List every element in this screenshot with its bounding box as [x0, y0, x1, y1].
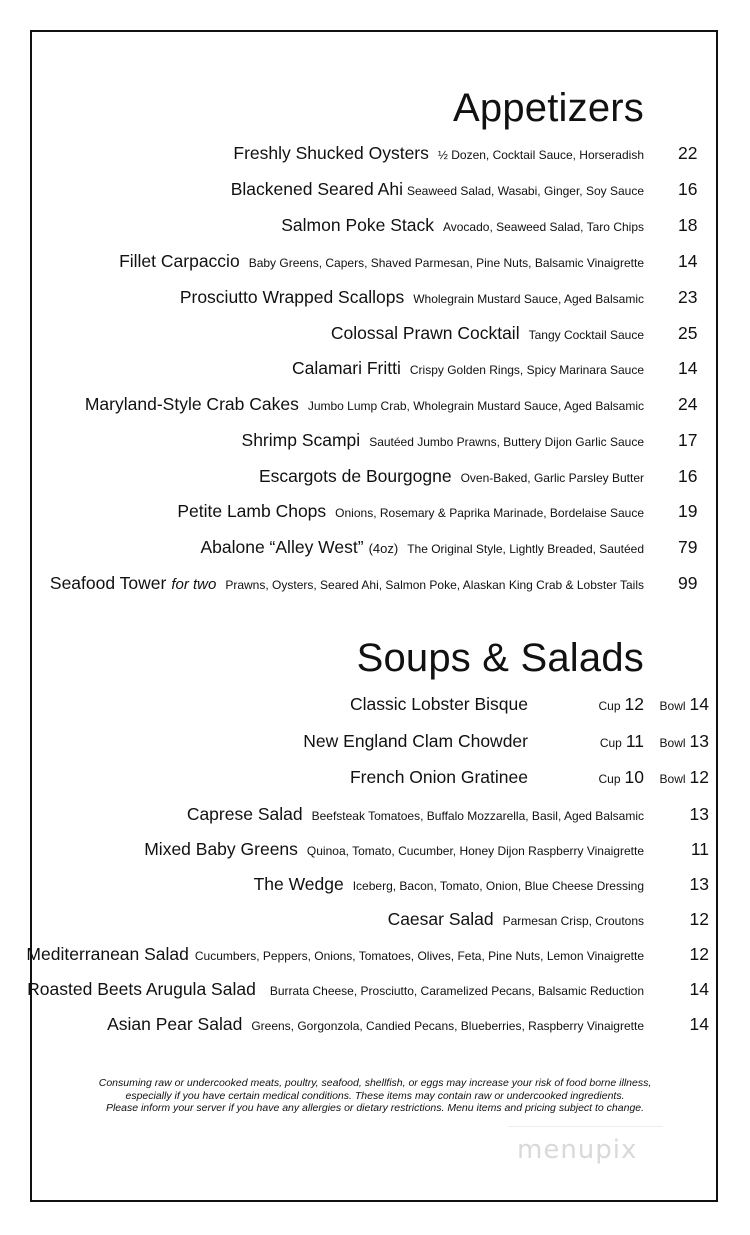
disclaimer-line: especially if you have certain medical conditions. These items may contain raw or undercooked ingredients. [125, 1089, 625, 1102]
item-description: Avocado, Seaweed Salad, Taro Chips [442, 220, 644, 234]
menu-item [281, 215, 644, 236]
menu-item [242, 430, 644, 451]
appetizers-title: Appetizers [453, 86, 644, 130]
menu-item [200, 537, 644, 558]
item-price: 99 [678, 573, 698, 593]
bowl-price [660, 731, 709, 752]
menu-item [107, 1014, 644, 1035]
item-name: Calamari Fritti [291, 358, 401, 378]
item-description: Parmesan Crisp, Croutons [502, 914, 644, 928]
item-description: Quinoa, Tomato, Cucumber, Honey Dijon Raspberry Vinaigrette [306, 844, 644, 858]
menu-item [388, 909, 644, 930]
item-price: 14 [689, 1014, 709, 1034]
menupix-watermark: menupix [517, 1135, 638, 1165]
menu-item [331, 323, 644, 344]
item-price: 18 [678, 215, 698, 235]
cup-price [599, 694, 644, 715]
item-price: 12 [689, 909, 709, 929]
soup-name: French Onion Gratinee [349, 767, 528, 787]
item-name: Prosciutto Wrapped Scallops [179, 287, 405, 307]
disclaimer [60, 1077, 690, 1115]
soup-name: New England Clam Chowder [303, 731, 528, 751]
bowl-price [660, 694, 709, 715]
item-name: Blackened Seared Ahi [230, 179, 403, 199]
cup-amount: 12 [624, 694, 644, 714]
item-description: Oven-Baked, Garlic Parsley Butter [460, 471, 644, 485]
cup-amount: 11 [625, 731, 644, 751]
item-description: ½ Dozen, Cocktail Sauce, Horseradish [437, 148, 644, 162]
item-price: 16 [678, 179, 698, 199]
item-price: 13 [689, 804, 709, 824]
item-name: Mediterranean Salad [26, 944, 189, 964]
bowl-amount: 14 [689, 694, 709, 714]
cup-label: Cup [598, 772, 621, 786]
item-price: 13 [689, 874, 709, 894]
item-name: Fillet Carpaccio [119, 251, 240, 271]
item-name: Maryland-Style Crab Cakes [84, 394, 299, 414]
item-description: Beefsteak Tomatoes, Buffalo Mozzarella, Basil, Aged Balsamic [311, 809, 644, 823]
item-name: Abalone “Alley West” [200, 537, 364, 557]
disclaimer-line: Please inform your server if you have any allergies or dietary restrictions. Menu items and pricing subject to change. [105, 1102, 645, 1114]
item-price: 24 [678, 394, 698, 414]
item-name: Colossal Prawn Cocktail [330, 323, 520, 343]
item-name: Roasted Beets Arugula Salad [27, 979, 256, 999]
bowl-amount: 12 [689, 767, 709, 787]
cup-label: Cup [599, 736, 622, 750]
item-price: 14 [678, 251, 698, 271]
item-description: Sautéed Jumbo Prawns, Buttery Dijon Garlic Sauce [369, 435, 644, 449]
item-description: Crispy Golden Rings, Spicy Marinara Sauce [409, 363, 644, 377]
item-price: 14 [678, 358, 698, 378]
menu-item [180, 287, 644, 308]
cup-label: Cup [598, 699, 621, 713]
menu-item [254, 874, 644, 895]
item-portion: (4oz) [368, 541, 399, 556]
item-name: Caprese Salad [186, 804, 303, 824]
item-price: 19 [678, 501, 698, 521]
item-description: Prawns, Oysters, Seared Ahi, Salmon Poke, Alaskan King Crab & Lobster Tails [225, 578, 644, 592]
item-price: 25 [678, 323, 698, 343]
cup-price [600, 731, 644, 752]
item-price: 12 [689, 944, 709, 964]
item-description: Tangy Cocktail Sauce [528, 328, 644, 342]
item-description: The Original Style, Lightly Breaded, Sautéed [407, 542, 644, 556]
watermark-divider [508, 1126, 663, 1127]
item-description: Cucumbers, Peppers, Onions, Tomatoes, Olives, Feta, Pine Nuts, Lemon Vinaigrette [194, 949, 644, 963]
disclaimer-line: Consuming raw or undercooked meats, poultry, seafood, shellfish, or eggs may increase your risk of food borne illness, [98, 1077, 652, 1089]
item-price: 14 [689, 979, 709, 999]
menu-item [177, 501, 644, 522]
menu-item [233, 143, 644, 164]
item-description: Iceberg, Bacon, Tomato, Onion, Blue Cheese Dressing [352, 879, 644, 893]
item-description: Burrata Cheese, Prosciutto, Caramelized Pecans, Balsamic Reduction [269, 984, 644, 998]
item-name: Shrimp Scampi [241, 430, 361, 450]
menu-item [292, 358, 644, 379]
bowl-amount: 13 [689, 731, 709, 751]
item-price: 16 [678, 466, 698, 486]
item-description: Jumbo Lump Crab, Wholegrain Mustard Sauce, Aged Balsamic [307, 399, 644, 413]
item-name: Asian Pear Salad [107, 1014, 243, 1034]
menu-item [231, 179, 644, 200]
item-name: Mixed Baby Greens [144, 839, 298, 859]
item-note: for two [171, 576, 217, 593]
item-description: Seaweed Salad, Wasabi, Ginger, Soy Sauce [406, 184, 644, 198]
bowl-label: Bowl [659, 772, 686, 786]
cup-price [599, 767, 644, 788]
item-name: Seafood Tower [49, 573, 167, 593]
bowl-price [660, 767, 709, 788]
item-description: Greens, Gorgonzola, Candied Pecans, Blueberries, Raspberry Vinaigrette [251, 1019, 644, 1033]
menu-item [27, 979, 644, 1000]
item-price: 17 [678, 430, 698, 450]
soup-name: Classic Lobster Bisque [350, 694, 528, 714]
item-name: Petite Lamb Chops [177, 501, 327, 521]
cup-amount: 10 [624, 767, 644, 787]
menu-item [26, 944, 644, 965]
menu-item [50, 573, 644, 594]
item-description: Onions, Rosemary & Paprika Marinade, Bordelaise Sauce [335, 506, 644, 520]
menu-item [85, 394, 644, 415]
item-name: Salmon Poke Stack [281, 215, 434, 235]
item-description: Baby Greens, Capers, Shaved Parmesan, Pine Nuts, Balsamic Vinaigrette [248, 256, 644, 270]
menu-item [259, 466, 644, 487]
menu-item [119, 251, 644, 272]
item-name: Caesar Salad [387, 909, 494, 929]
item-name: The Wedge [253, 874, 344, 894]
menu-item [144, 839, 644, 860]
bowl-label: Bowl [659, 699, 686, 713]
bowl-label: Bowl [659, 736, 686, 750]
item-name: Freshly Shucked Oysters [233, 143, 429, 163]
item-price: 11 [690, 839, 709, 859]
soups-salads-title: Soups & Salads [356, 636, 644, 680]
item-price: 79 [678, 537, 698, 557]
item-name: Escargots de Bourgogne [258, 466, 452, 486]
item-description: Wholegrain Mustard Sauce, Aged Balsamic [413, 292, 644, 306]
item-price: 22 [678, 143, 698, 163]
item-price: 23 [678, 287, 698, 307]
menu-item [187, 804, 644, 825]
